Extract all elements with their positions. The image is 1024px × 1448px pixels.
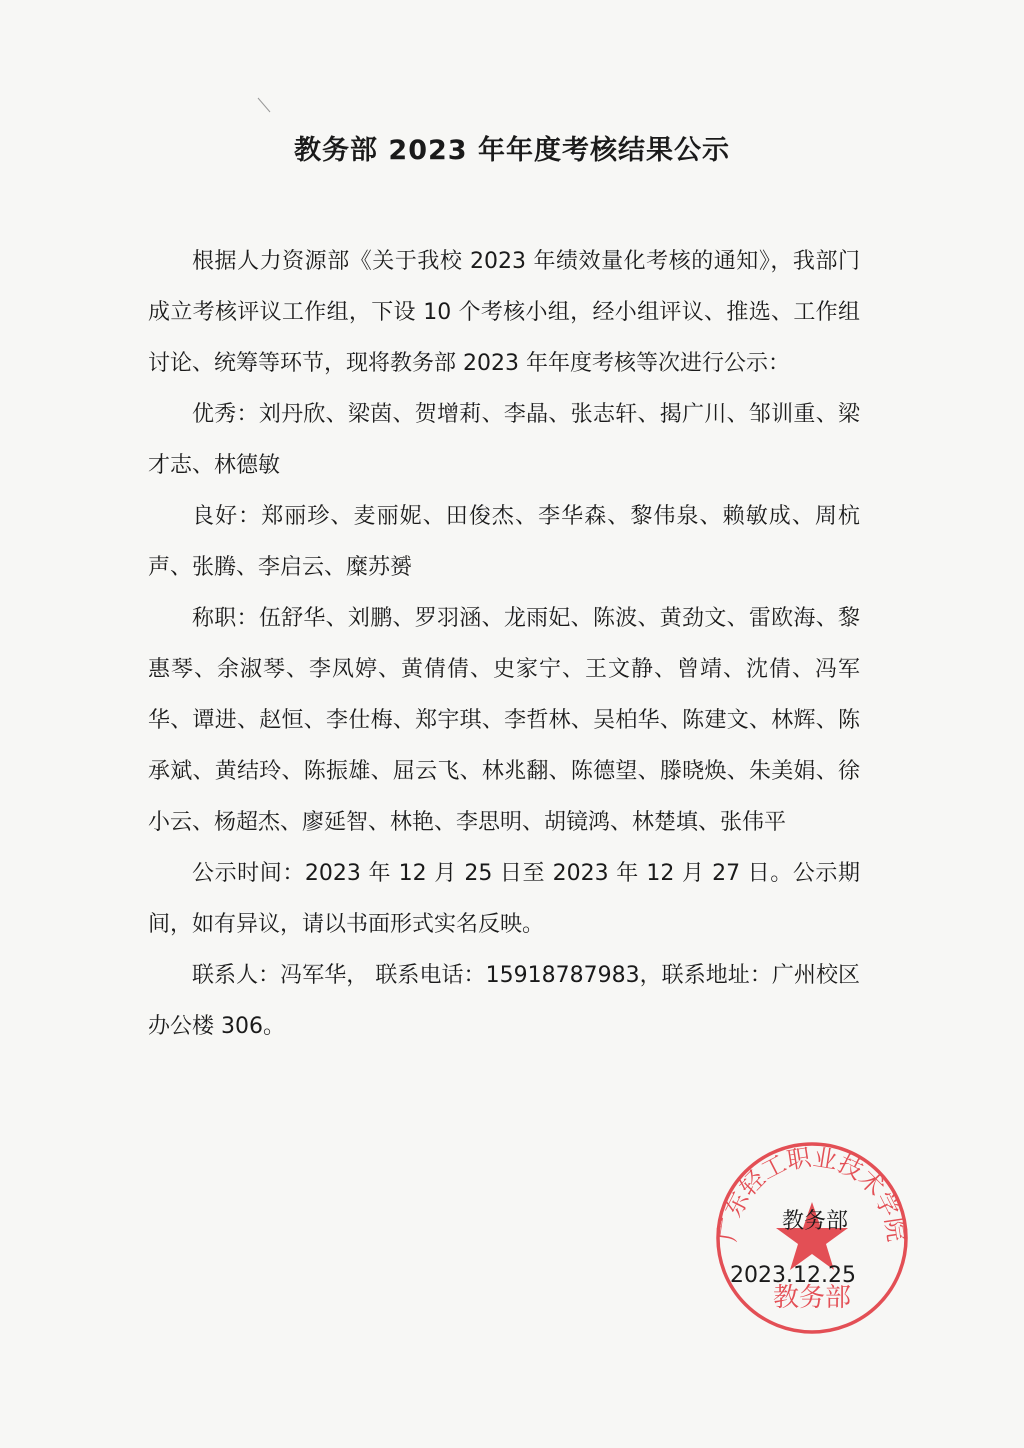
publicity-period: 公示时间：2023 年 12 月 25 日至 2023 年 12 月 27 日。公示期间，如有异议，请以书面形式实名反映。	[148, 861, 860, 937]
document-body	[148, 236, 860, 1052]
signature-department: 教务部	[782, 1209, 849, 1234]
intro-paragraph: 根据人力资源部《关于我校 2023 年绩效量化考核的通知》，我部门成立考核评议工作组，下设 10 个考核小组，经小组评议、推选、工作组讨论、统筹等环节，现将教务部 2023 年年度考核等次进行公示：	[148, 249, 860, 376]
good-list: 良好：郑丽珍、麦丽妮、田俊杰、李华森、黎伟泉、赖敏成、周杭声、张腾、李启云、糜苏赟	[148, 504, 860, 580]
contact-info: 联系人：冯军华， 联系电话：15918787983，联系地址：广州校区办公楼 306。	[148, 963, 860, 1039]
excellent-list: 优秀：刘丹欣、梁茵、贺增莉、李晶、张志轩、揭广川、邹训重、梁才志、林德敏	[148, 402, 860, 478]
seal-ring-text: 广东轻工职业技术学院	[713, 1143, 911, 1244]
scan-mark	[256, 96, 274, 116]
competent-list: 称职：伍舒华、刘鹏、罗羽涵、龙雨妃、陈波、黄劲文、雷欧海、黎惠琴、余淑琴、李凤婷、黄倩倩、史家宁、王文静、曾靖、沈倩、冯军华、谭进、赵恒、李仕梅、郑宇琪、李哲林、吴柏华、陈建文、林辉、陈承斌、黄结玲、陈振雄、屈云飞、林兆翻、陈德望、滕晓焕、朱美娟、徐小云、杨超杰、廖延智、林艳、李思明、胡镜鸿、林楚填、张伟平	[148, 606, 860, 835]
document-title: 教务部 2023 年年度考核结果公示	[294, 135, 730, 166]
signature-date: 2023.12.25	[730, 1263, 856, 1288]
seal-center-text: 教务部	[772, 1283, 852, 1313]
